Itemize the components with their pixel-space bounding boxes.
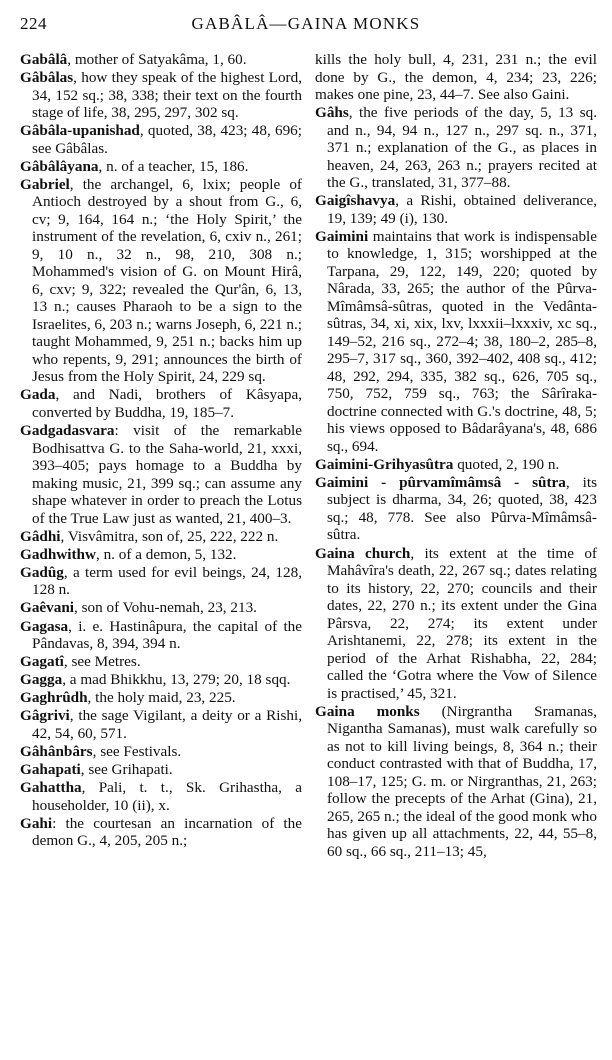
entry-headword: Gahapati	[20, 761, 81, 779]
entry-text: quoted, 2, 190 n.	[453, 455, 560, 473]
entry-text: , mother of Satyakâma, 1, 60.	[67, 51, 247, 68]
left-column	[20, 51, 302, 1051]
entry-text: (Nirgrantha Sramanas, Nigantha Samanas), must walk carefully so as not to kill living beings, 8, 364 n.; their conduct contrasted with that of Buddha, 17, 108–17, 125; G. m. or Nirgranthas, 21, 263; follow the precepts of the Arhat (Gina), 21, 265, 265 n.; the ideal of the good monk who has given up all attachments, 22, 44, 55–8, 60 sq., 66 sq., 211–13; 45,	[327, 702, 597, 860]
entry-headword: Gaina church	[315, 544, 411, 562]
index-entry	[315, 228, 597, 456]
index-entry	[20, 743, 302, 761]
entry-text: , n. of a teacher, 15, 186.	[98, 157, 249, 175]
index-entry	[20, 671, 302, 689]
entry-headword: Gâbâla-upanishad	[20, 122, 140, 140]
entry-headword: Gabâlâ	[20, 51, 68, 68]
entry-text: , the five periods of the day, 5, 13 sq. and n., 94, 94 n., 127 n., 297 sq. n., 371, 371 n.; explanation of the G., as places in heaven, 24, 263, 263 n.; prayers recited at the G., translated, 31, 377–88.	[327, 104, 597, 192]
entry-headword: Gâbâlâyana	[20, 157, 99, 175]
entry-headword: Gahattha	[20, 779, 82, 797]
index-entry	[20, 599, 302, 617]
index-entry	[20, 386, 302, 421]
index-entry	[20, 815, 302, 850]
page-number: 224	[20, 14, 47, 33]
entry-text: , Pali, t. t., Sk. Grihastha, a householder, 10 (ii), x.	[32, 779, 302, 814]
entry-headword: Gagatî	[20, 653, 64, 671]
entry-text: , see Grihapati.	[80, 761, 173, 779]
index-entry	[20, 422, 302, 527]
entry-headword: Gâdhi	[20, 527, 61, 545]
entry-text: , its extent at the time of Mahâvîra's death, 22, 267 sq.; dates relating to its history, 22, 270; councils and their dates, 22, 270 n.; its extent under the Gina Pârsva, 22, 274; its extent under Arishtanemi, 22, 278; its extent in the period of the Arhat Rishabha, 22, 284; called the ‘Gotra where the Vow of Silence is practised,’ 45, 321.	[327, 544, 597, 702]
index-entry	[20, 653, 302, 671]
index-entry	[20, 122, 302, 157]
entry-headword: Gâbâlas	[20, 69, 74, 87]
entry-headword: Gaghrûdh	[20, 689, 88, 707]
entry-text: , how they speak of the highest Lord, 34, 152 sq.; 38, 338; their text on the fourth stage of life, 38, 295, 297, 302 sq.	[32, 69, 302, 122]
entry-headword: Gabriel	[20, 175, 70, 193]
index-entry	[315, 703, 597, 861]
entry-text: , a term used for evil beings, 24, 128, 128 n.	[32, 563, 302, 599]
index-entry	[315, 456, 597, 474]
index-entry	[20, 51, 302, 69]
entry-text: : the courtesan an incarnation of the demon G., 4, 205, 205 n.;	[32, 814, 302, 850]
entry-text: , the archangel, 6, lxix; people of Antioch destroyed by a shout from G., 6, cv; 9, 164, 164 n.; ‘the Holy Spirit,’ the instrument of the revelation, 6, cxiv n., 261; 9, 10 n., 32 n., 98, 210, 308 n.; Mohammed's vision of G. on Mount Hirâ, 6, cxv; 9, 322; revealed the Qur'ân, 6, 13, 13 n.; causes Pharaoh to be a sign to the Israelites, 6, 203 n.; warns Joseph, 6, 221 n.; taught Mohammed, 9, 251 n.; backs him up who repents, 9, 291; announces the birth of Jesus from the Holy Spirit, 24, 229 sq.	[32, 175, 302, 386]
index-entry	[20, 158, 302, 176]
index-entry	[315, 51, 597, 104]
entry-text: , see Metres.	[63, 653, 141, 671]
entry-headword: Gadûg	[20, 563, 64, 581]
entry-headword: Gaimini - pûrvamîmâmsâ - sûtra	[315, 473, 566, 491]
entry-headword: Gâhânbârs	[20, 743, 93, 760]
entry-text: , and Nadi, brothers of Kâsyapa, converted by Buddha, 19, 185–7.	[32, 386, 302, 421]
entry-text: , Visvâmitra, son of, 25, 222, 222 n.	[60, 527, 279, 545]
entry-headword: Gagga	[20, 671, 63, 689]
index-entry	[315, 545, 597, 703]
entry-headword: Gada	[20, 386, 56, 404]
running-head: GABÂLÂ—GAINA MONKS	[191, 14, 421, 33]
entry-text: , quoted, 38, 423; 48, 696; see Gâbâlas.	[32, 122, 302, 157]
entry-headword: Gagasa	[20, 617, 69, 635]
entry-headword: Gadhwithw	[20, 545, 96, 563]
entry-text: maintains that work is indispensable to knowledge, 1, 315; worshipped at the Tarpana, 29, 122, 149, 220; quoted by Nârada, 33, 265; the author of the Pûrva-Mîmâmsâ-sûtras, quoted in the Vedânta-sûtras, 34, xi, xix, lxv, lxxxii–lxxxiv, xc sq., 149–52, 216 sq., 272–4; 38, 180–2, 285–8, 295–7, 317 sq., 360, 392–402, 408 sq., 412; 48, 292, 294, 335, 382 sq., 626, 705 sq., 750, 752, 759 sq., 763; the Sârîraka-doctrine connected with G.'s doctrine, 48, 5; his views opposed to Bâdarâyana's, 48, 686 sq., 694.	[327, 227, 597, 455]
entry-text: , a mad Bhikkhu, 13, 279; 20, 18 sqq.	[62, 671, 291, 689]
entry-headword: Gâhs	[315, 104, 349, 122]
index-entry	[20, 69, 302, 122]
entry-text: kills the holy bull, 4, 231, 231 n.; the evil done by G., the demon, 4, 234; 23, 226; makes one pine, 23, 44–7. See also Gaini.	[315, 51, 597, 103]
entry-headword: Gaimini-Grihyasûtra	[315, 455, 454, 473]
entry-text: , n. of a demon, 5, 132.	[95, 545, 237, 563]
entry-headword: Gâgrivi	[20, 707, 70, 725]
entry-text: , see Festivals.	[92, 743, 182, 760]
entry-headword: Gaina monks	[315, 702, 420, 720]
entry-text: , the holy maid, 23, 225.	[87, 689, 236, 707]
index-entry	[20, 546, 302, 564]
index-entry	[20, 761, 302, 779]
entry-text: , its subject is dharma, 34, 26; quoted, 38, 423 sq.; 48, 778. See also Pûrva-Mîmâmsâ-sûtra.	[327, 473, 597, 544]
entry-headword: Gaimini	[315, 227, 369, 245]
entry-headword: Gadgadasvara	[20, 422, 115, 440]
index-entry	[315, 192, 597, 227]
index-entry	[315, 104, 597, 192]
entry-text: : visit of the remarkable Bodhisattva G. to the Saha-world, 21, xxxi, 393–405; pays homage to a Buddha by making music, 21, 399 sq.; can assume any shape whatever in order to preach the Lotus of the True Law just as wanted, 21, 400–3.	[32, 422, 302, 527]
entry-text: , i. e. Hastinâpura, the capital of the Pândavas, 8, 394, 394 n.	[32, 617, 302, 653]
index-entry	[20, 176, 302, 386]
entry-headword: Gahi	[20, 814, 53, 832]
right-column	[315, 51, 597, 1051]
entry-text: , a Rishi, obtained deliverance, 19, 139; 49 (i), 130.	[327, 192, 597, 227]
index-entry	[20, 707, 302, 742]
entry-text: , son of Vohu-nemah, 23, 213.	[74, 599, 257, 617]
index-entry	[20, 618, 302, 653]
page-header	[20, 12, 592, 38]
index-entry	[20, 528, 302, 546]
entry-text: , the sage Vigilant, a deity or a Rishi, 42, 54, 60, 571.	[32, 707, 302, 742]
index-entry	[315, 474, 597, 544]
index-entry	[20, 779, 302, 814]
entry-headword: Gaêvani	[20, 599, 75, 617]
entry-headword: Gaigîshavya	[315, 192, 396, 210]
index-entry	[20, 689, 302, 707]
index-entry	[20, 564, 302, 599]
